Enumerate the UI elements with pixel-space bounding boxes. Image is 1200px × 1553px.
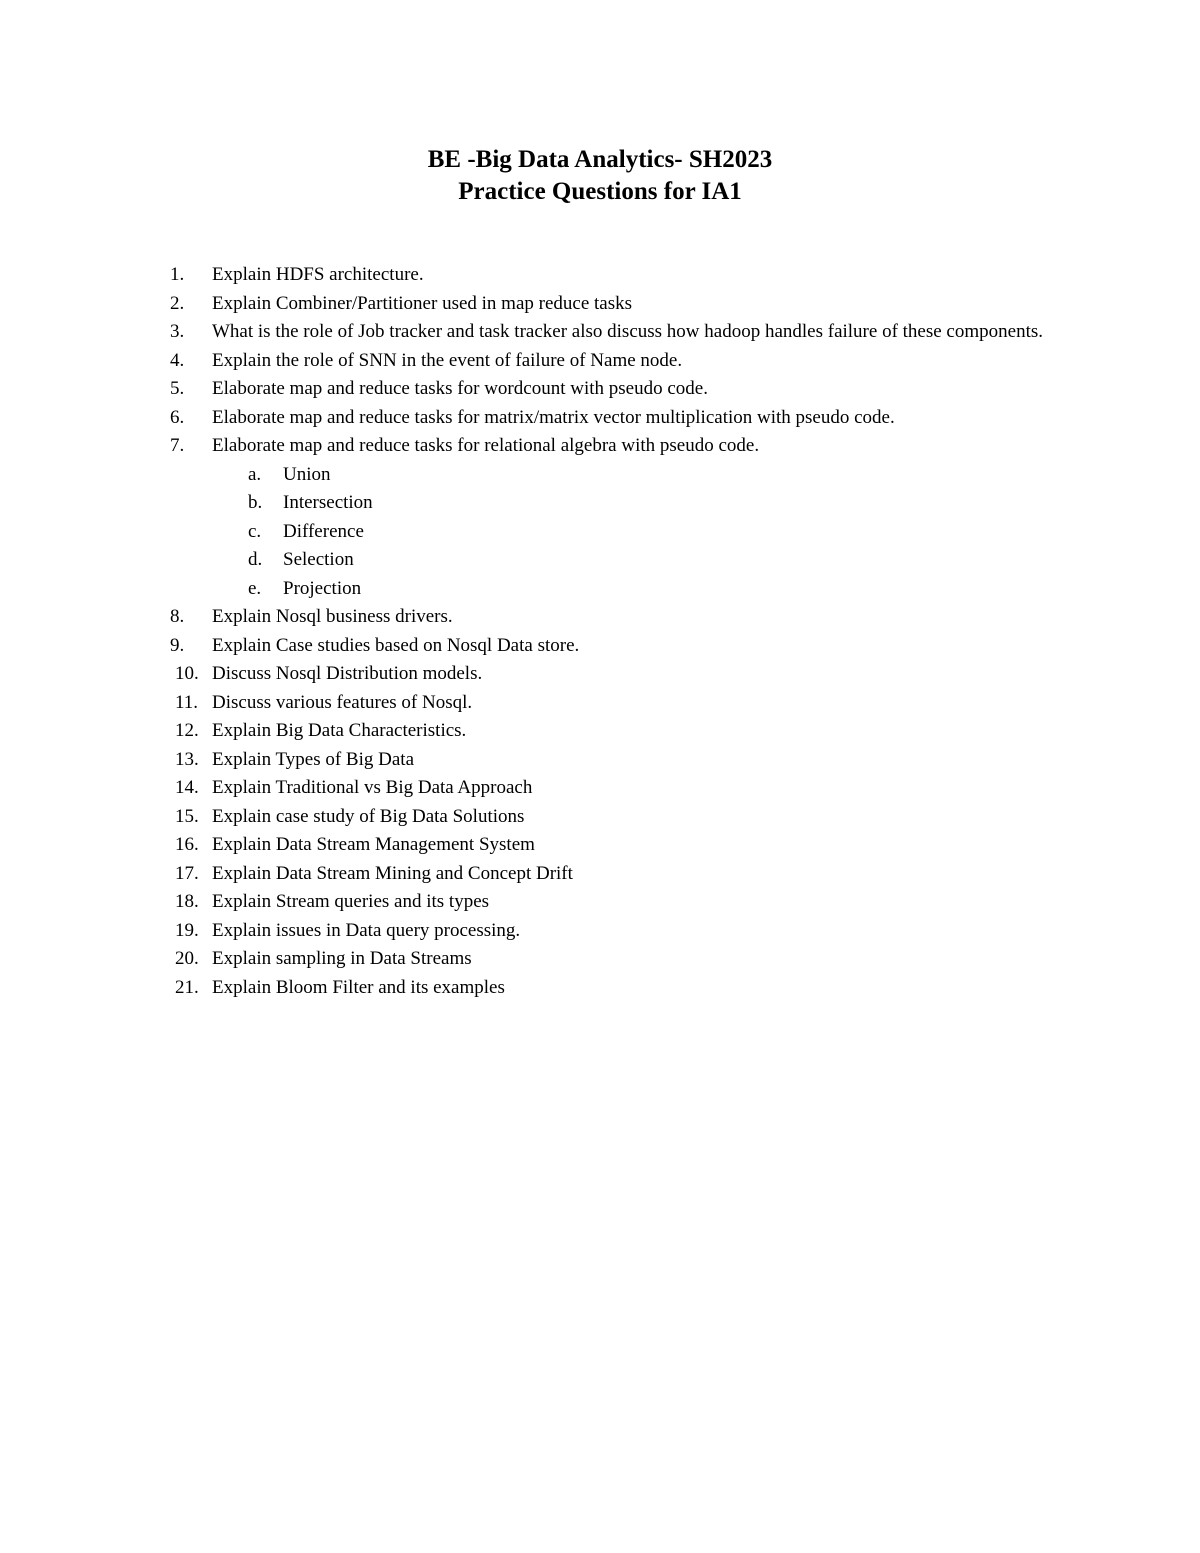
question-item [0,974,1200,1003]
question-item [0,603,1200,632]
sub-question-text: Union [283,463,331,485]
question-item [0,632,1200,661]
question-text: Explain Nosql business drivers. [212,606,453,627]
question-number: 18. [175,891,199,912]
sub-question-letter: b. [248,492,263,513]
question-text: Explain Combiner/Partitioner used in map reduce tasks [212,292,633,314]
question-text: Discuss Nosql Distribution models. [212,663,483,684]
sub-question-text: Projection [283,577,362,599]
title-block [0,144,1200,208]
question-number: 16. [175,834,199,855]
sub-question-item [212,546,1060,575]
question-number: 17. [175,862,199,884]
question-number: 12. [175,720,199,741]
question-text: Explain case study of Big Data Solutions [212,805,525,827]
sub-question-item [212,489,1060,518]
sub-question-text: Selection [283,549,354,570]
question-number: 14. [175,777,199,798]
question-list [0,261,1200,1002]
question-number: 9. [170,634,185,656]
question-text: Explain the role of SNN in the event of failure of Name node. [212,349,683,371]
sub-question-item [212,575,1060,604]
question-number: 6. [170,406,185,428]
question-item [0,774,1200,803]
question-text: Elaborate map and reduce tasks for wordcount with pseudo code. [212,378,708,399]
question-number: 2. [170,292,185,314]
question-text: Explain Traditional vs Big Data Approach [212,777,533,798]
question-text: Explain Data Stream Management System [212,834,535,855]
question-item [0,803,1200,832]
question-number: 1. [170,264,185,285]
question-text: Elaborate map and reduce tasks for matrix/matrix vector multiplication with pseudo code. [212,406,895,428]
question-item [0,689,1200,718]
question-number: 11. [175,691,199,713]
sub-question-item [212,461,1060,490]
question-item [0,860,1200,889]
question-item [0,888,1200,917]
sub-question-letter: a. [248,463,262,485]
sub-question-text: Intersection [283,492,373,513]
sub-question-letter: d. [248,549,263,570]
question-item [0,660,1200,689]
question-number: 10. [175,663,199,684]
question-item [0,290,1200,319]
question-item [0,945,1200,974]
question-item [0,831,1200,860]
question-item [0,375,1200,404]
question-number: 5. [170,378,185,399]
question-text: Explain Big Data Characteristics. [212,720,467,741]
question-number: 8. [170,606,185,627]
question-number: 7. [170,435,185,456]
question-text: What is the role of Job tracker and task tracker also discuss how hadoop handles failure of these components. [212,321,1043,342]
question-number: 21. [175,976,199,998]
page-subtitle: Practice Questions for IA1 [458,178,742,205]
question-text: Explain Stream queries and its types [212,891,490,912]
sub-question-item [212,518,1060,547]
question-item [0,432,1200,603]
sub-question-list [212,461,1060,604]
question-number: 19. [175,919,199,941]
question-text: Explain issues in Data query processing. [212,919,521,941]
sub-question-text: Difference [283,520,364,542]
question-text: Explain Data Stream Mining and Concept Drift [212,862,573,884]
question-text: Explain Case studies based on Nosql Data store. [212,634,580,656]
page-title: BE -Big Data Analytics- SH2023 [427,146,773,173]
question-item [0,318,1200,347]
question-text: Explain Bloom Filter and its examples [212,976,505,998]
question-number: 13. [175,748,199,770]
sub-question-letter: c. [248,520,262,542]
question-number: 20. [175,948,199,969]
question-text: Discuss various features of Nosql. [212,691,473,713]
question-item [0,717,1200,746]
question-text: Explain Types of Big Data [212,748,415,770]
question-text: Explain sampling in Data Streams [212,948,472,969]
question-item [0,261,1200,290]
question-number: 3. [170,321,185,342]
question-item [0,917,1200,946]
question-number: 15. [175,805,199,827]
question-text: Explain HDFS architecture. [212,264,424,285]
question-item [0,746,1200,775]
question-item [0,347,1200,376]
question-item [0,404,1200,433]
question-number: 4. [170,349,185,371]
question-text: Elaborate map and reduce tasks for relational algebra with pseudo code. [212,435,760,456]
sub-question-letter: e. [248,577,262,599]
